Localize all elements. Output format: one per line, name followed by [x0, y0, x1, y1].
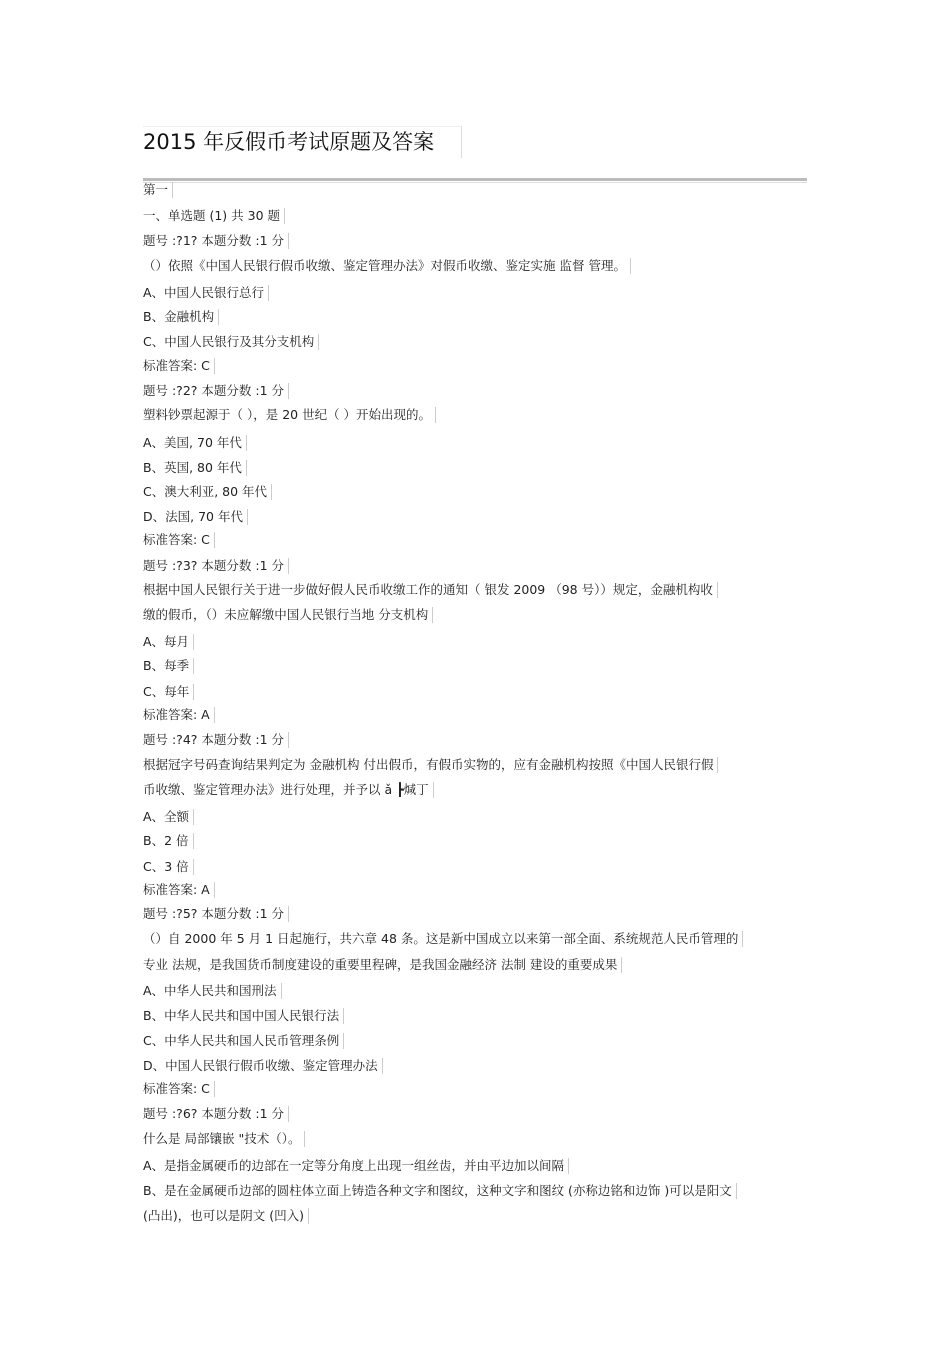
text-line: A、中华人民共和国刑法 — [143, 983, 282, 999]
text-line: B、是在金属硬币边部的圆柱体立面上铸造各种文字和图纹，这种文字和图纹 (亦称边铭和边饰 )可以是阳文 — [143, 1183, 737, 1199]
text-line: C、中华人民共和国人民币管理条例 — [143, 1033, 344, 1049]
text-line: A、美国, 70 年代 — [143, 435, 247, 451]
text-line: A、每月 — [143, 634, 194, 650]
title-divider — [143, 178, 807, 181]
text-line: 标准答案: C — [143, 358, 215, 374]
text-line: 题号 :?2? 本题分数 :1 分 — [143, 383, 289, 399]
text-line: B、2 倍 — [143, 833, 194, 849]
text-line: C、3 倍 — [143, 859, 194, 875]
text-line: 根据中国人民银行关于进一步做好假人民币收缴工作的通知（ 银发 2009 （98 号））规定，金融机构收 — [143, 582, 718, 598]
text-line: 题号 :?6? 本题分数 :1 分 — [143, 1106, 289, 1122]
text-line: A、中国人民银行总行 — [143, 285, 269, 301]
text-line: C、中国人民银行及其分支机构 — [143, 334, 319, 350]
text-line: 题号 :?1? 本题分数 :1 分 — [143, 233, 289, 249]
text-line: 第一 — [143, 182, 173, 198]
text-line: C、每年 — [143, 684, 194, 700]
text-line: 题号 :?3? 本题分数 :1 分 — [143, 558, 289, 574]
text-line: B、英国, 80 年代 — [143, 460, 247, 476]
text-line: 根据冠字号码查询结果判定为 金融机构 付出假币，有假币实物的，应有金融机构按照《中国人民银行假 — [143, 757, 718, 773]
text-line: B、中华人民共和国中国人民银行法 — [143, 1008, 344, 1024]
text-line: B、每季 — [143, 658, 194, 674]
text-line: 标准答案: A — [143, 707, 215, 723]
text-line: 专业 法规，是我国货币制度建设的重要里程碑，是我国金融经济 法制 建设的重要成果 — [143, 957, 622, 973]
text-line: 一、单选题 (1) 共 30 题 — [143, 208, 285, 224]
text-line: 题号 :?5? 本题分数 :1 分 — [143, 906, 289, 922]
text-line: 标准答案: C — [143, 1081, 215, 1097]
text-line: 标准答案: A — [143, 882, 215, 898]
document-title: 2015 年反假币考试原题及答案 — [143, 130, 435, 154]
text-line: 标准答案: C — [143, 532, 215, 548]
text-line: 币收缴、鉴定管理办法》进行处理，并予以 ǎ ┣煘丁 — [143, 782, 434, 798]
text-line: D、法国, 70 年代 — [143, 509, 248, 525]
text-line: 塑料钞票起源于（ ），是 20 世纪（ ）开始出现的。 — [143, 407, 436, 423]
text-line: B、金融机构 — [143, 309, 219, 325]
text-line: D、中国人民银行假币收缴、鉴定管理办法 — [143, 1058, 383, 1074]
text-line: 题号 :?4? 本题分数 :1 分 — [143, 732, 289, 748]
text-line: 什么是 局部镶嵌 "技术（）。 — [143, 1131, 305, 1147]
text-line: C、澳大利亚, 80 年代 — [143, 484, 272, 500]
text-line: （）自 2000 年 5 月 1 日起施行，共六章 48 条。这是新中国成立以来第一部全面、系统规范人民币管理的 — [143, 931, 743, 947]
text-line: (凸出)，也可以是阴文 (凹入) — [143, 1208, 309, 1224]
title-divider-shadow — [143, 182, 807, 183]
text-line: A、是指金属硬币的边部在一定等分角度上出现一组丝齿，并由平边加以间隔 — [143, 1158, 569, 1174]
text-line: （）依照《中国人民银行假币收缴、鉴定管理办法》对假币收缴、鉴定实施 监督 管理。 — [143, 258, 631, 274]
text-line: A、全额 — [143, 809, 194, 825]
text-line: 缴的假币，（）未应解缴中国人民银行当地 分支机构 — [143, 607, 433, 623]
